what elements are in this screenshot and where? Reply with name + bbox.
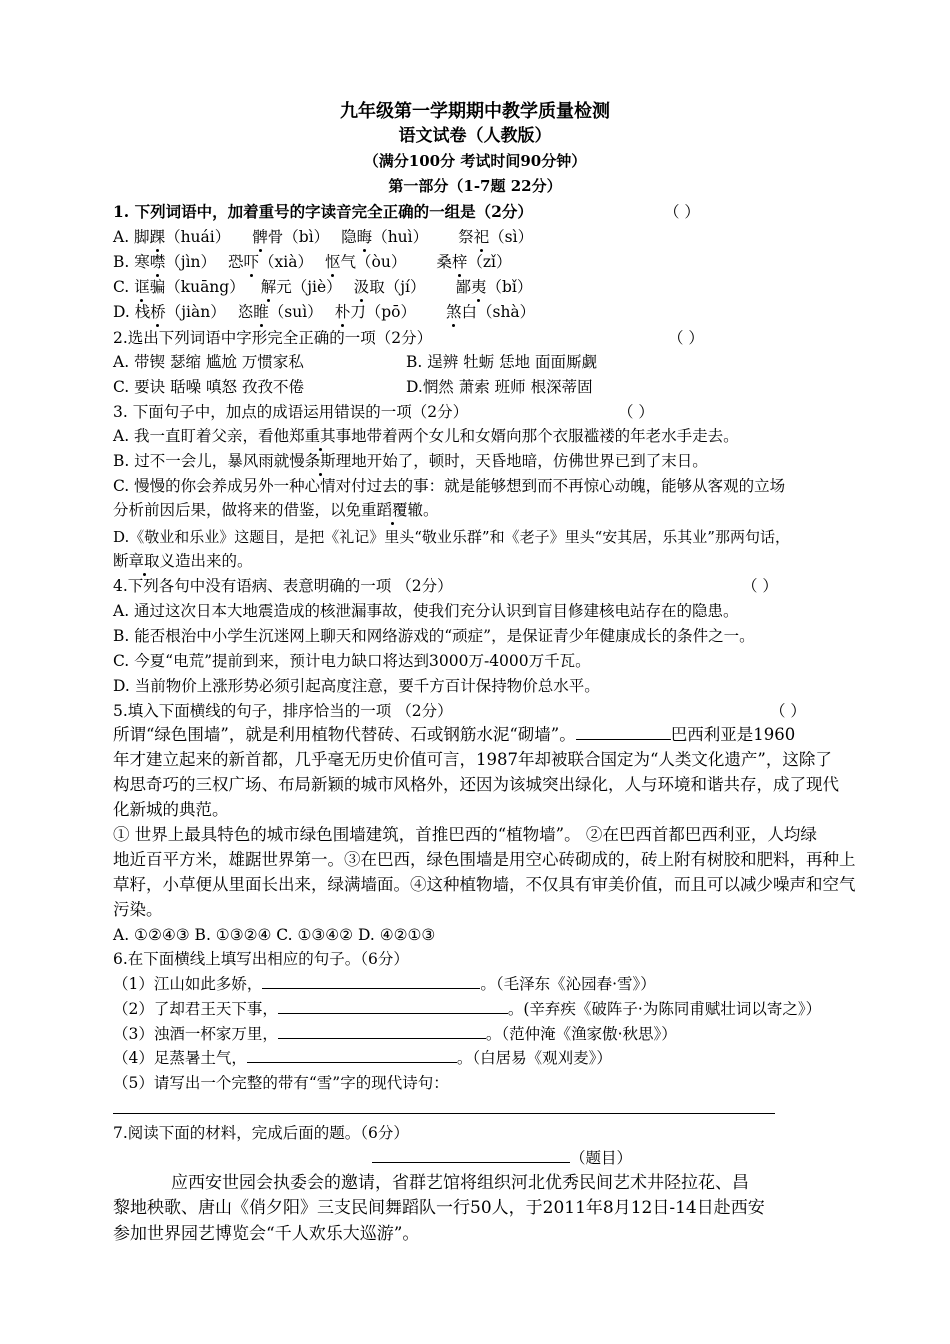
q1b-prefix: B. 寒 (113, 253, 150, 271)
q6-item-text: 。(辛弃疾《破阵子·为陈同甫赋壮词以寄之》） (507, 1000, 822, 1018)
q6-item-4 (113, 1048, 612, 1068)
q1a-dotted-char: 祀 (473, 228, 490, 246)
q5-passage-text: 所谓“绿色围墙”，就是利用植物代替砖、石或钢筋水泥“砌墙”。 (113, 725, 576, 744)
q6-item-text: 。（范仲淹《渔家傲·秋思》） (485, 1025, 677, 1043)
q1d-dotted-char: 桥 (150, 303, 166, 321)
q6-item-5: （5）请写出一个完整的带有“雪”字的现代诗句： (113, 1074, 449, 1092)
q1-option-c (113, 277, 532, 297)
q6-answer-blank[interactable] (278, 999, 508, 1014)
q1-option-d (113, 302, 535, 322)
q1-stem-text: 1. 下列词语中，加着重号的字读音完全正确的一组是（2分） (113, 202, 533, 221)
q4-answer-paren: （ ） (742, 577, 778, 595)
q1d-word: 刀（pō） (350, 303, 416, 321)
q6-item-text: 。（白居易《观刈麦》） (456, 1049, 612, 1067)
q6-item-2 (113, 999, 821, 1019)
q5-sentences-line4: 污染。 (113, 900, 163, 919)
q1c-word: 元（jiè） (276, 278, 342, 296)
q1d-dotted-char: 煞 (445, 303, 462, 321)
q1a-char: 隐 (341, 228, 357, 246)
q3-option-c-line2 (113, 500, 439, 520)
q3a-text: A. 我一直盯着父亲，看他 (113, 427, 290, 445)
q1c-char: 鄙 (455, 278, 471, 296)
q2-option-d: D.惘然 萧索 班师 根深蒂固 (406, 378, 593, 396)
exam-subtitle: 语文试卷（人教版） (398, 126, 552, 146)
q3-option-d-line1: D.《敬业和乐业》这题目，是把《礼记》里头“敬业乐群”和《老子》里头“安其居，乐其业”那两句话， (113, 528, 790, 546)
q1c-pinyin: （bǐ） (486, 278, 533, 296)
q1b-pinyin: （jìn） (165, 253, 217, 271)
q1d-dotted-char: 朴 (334, 303, 351, 321)
q4-option-b: B. 能否根治中小学生沉迷网上聊天和网络游戏的“顽症”，是保证青少年健康成长的条件之一。 (113, 627, 755, 645)
q1b-dotted-char: 梓 (451, 253, 468, 271)
q1b-word: 气（òu） (340, 253, 407, 271)
q1c-dotted-char: 夷 (470, 278, 487, 296)
q1d-word: 白（shà） (461, 303, 536, 321)
q2-option-b: B. 逞辨 牡蛎 恁地 面面厮觑 (406, 353, 598, 371)
q1b-pinyin: （zǐ） (467, 253, 512, 271)
q1b-dotted-char: 怄 (325, 253, 341, 271)
q1d-prefix: D. 栈 (113, 303, 151, 321)
q3c-text: 分析前因后果，做将来的借鉴，以免 (113, 501, 362, 519)
q1a-dotted-char: 踝 (149, 228, 166, 246)
q6-item-text: （3）浊酒一杯家万里， (113, 1025, 278, 1043)
q1b-char: 恐 (228, 253, 244, 271)
q6-item-text: （1）江山如此多娇， (113, 975, 263, 993)
q1a-dotted-char: 晦 (356, 228, 373, 246)
q1-answer-paren: （ ） (664, 203, 700, 221)
q4-stem: 4.下列各句中没有语病、表意明确的一项 （2分） (113, 577, 453, 595)
q3-stem: 3. 下面句子中，加点的成语运用错误的一项（2分） (113, 403, 469, 421)
q5-passage-text: 巴西利亚是1960 (670, 725, 796, 744)
part-title: 第一部分（1-7题 22分） (388, 177, 562, 195)
q2-option-c: C. 要诀 聒噪 嗔怒 孜孜不倦 (113, 378, 304, 396)
q1-stem (113, 202, 533, 222)
q4-option-d: D. 当前物价上涨形势必须引起高度注意，要千方百计保持物价总水平。 (113, 677, 600, 695)
q6-answer-blank[interactable] (278, 1024, 486, 1039)
q7-title-blank[interactable] (372, 1148, 570, 1163)
q1d-pinyin: （suì） (268, 303, 323, 321)
q3-option-d-line2 (113, 551, 253, 571)
q1-option-a (113, 227, 533, 247)
q1c-prefix: C. (113, 278, 135, 296)
q3-answer-paren: （ ） (618, 403, 654, 421)
q6-answer-blank[interactable] (262, 974, 480, 989)
q3a-text: 地带着两个女儿和女婿向那个衣服褴褛的年老水手走去。 (351, 427, 739, 445)
q1b-pinyin: （xià） (259, 253, 313, 271)
q5-sentences-line3: 草籽，小草便从里面长出来，绿满墙面。④这种植物墙，不仅具有审美价值，而且可以减少噪声和空气 (113, 875, 856, 894)
q2-option-a: A. 带锲 瑟缩 尴尬 万惯家私 (113, 353, 304, 371)
q1a-pinyin: （sì） (489, 228, 534, 246)
q1c-word: 骗（kuāng） (149, 278, 245, 296)
q3-option-c-line1: C. 慢慢的你会养成另外一种心情对付过去的事：就是能够想到而不再惊心动魄，能够从客观的立场 (113, 477, 786, 495)
q7-material-line3: 参加世界园艺博览会“千人欢乐大巡游”。 (113, 1224, 420, 1244)
q6-stem: 6.在下面横线上填写出相应的句子。（6分） (113, 950, 409, 968)
q3-option-a (113, 426, 739, 446)
q7-title-line (372, 1148, 632, 1168)
q6-item-3 (113, 1024, 677, 1044)
q3b-text: B. 过不一会儿，暴风雨就 (113, 452, 290, 470)
q3a-idiom: 郑重其事 (289, 427, 352, 445)
q5-passage-line4: 化新城的典范。 (113, 800, 229, 819)
q4-option-a: A. 通过这次日本大地震造成的核泄漏事故，使我们充分认识到盲目修建核电站存在的隐患。 (113, 602, 739, 620)
q3c-text: 。 (423, 501, 439, 519)
exam-title: 九年级第一学期期中教学质量检测 (340, 101, 610, 122)
q7-stem: 7.阅读下面的材料，完成后面的题。（6分） (113, 1124, 409, 1142)
q5-sentences-line1: ① 世界上最具特色的城市绿色围墙建筑，首推巴西的“植物墙”。 ②在巴西首都巴西利亚，人均绿 (113, 825, 817, 844)
q5-sentences-line2: 地近百平方米，雄踞世界第一。③在巴西，绿色围墙是用空心砖砌成的，砖上附有树胶和肥料，再种上 (113, 850, 856, 869)
q1c-dotted-char: 汲 (353, 278, 370, 296)
q5-options: A. ①②④③ B. ①③②④ C. ①③④② D. ④②①③ (113, 926, 436, 944)
q5-stem: 5.填入下面横线的句子，排序恰当的一项 （2分） (113, 702, 453, 720)
q7-title-label: （题目） (570, 1149, 633, 1167)
exam-info: （满分100分 考试时间90分钟） (363, 152, 587, 170)
q1b-dotted-char: 吓 (243, 253, 260, 271)
q5-passage-line1 (113, 725, 795, 745)
q6-answer-line[interactable] (113, 1113, 775, 1114)
q1a-pinyin: （huì） (372, 228, 429, 246)
q6-item-text: 。（毛泽东《沁园春·雪》） (480, 975, 656, 993)
q1c-dotted-char: 诓 (134, 278, 150, 296)
q3b-idiom: 慢条斯理 (289, 452, 352, 470)
q5-passage-line3: 构思奇巧的三权广场、布局新颖的城市风格外，还因为该城突出绿化，人与环境和谐共存，成了现代 (113, 775, 839, 794)
q6-item-1 (113, 974, 656, 994)
q4-option-c: C. 今夏“电荒”提前到来，预计电力缺口将达到3000万-4000万千瓦。 (113, 652, 591, 670)
q1-option-b (113, 252, 512, 272)
q1a-dotted-char: 髀 (252, 228, 268, 246)
q6-item-text: （4）足蒸暑土气， (113, 1049, 247, 1067)
q7-material-line2: 黎地秧歌、唐山《俏夕阳》三支民间舞蹈队一行50人，于2011年8月12日-14日赴西安 (113, 1198, 765, 1218)
q1b-char: 桑 (436, 253, 452, 271)
q1d-dotted-char: 睢 (253, 303, 269, 321)
q1a-word: 骨（bì） (267, 228, 330, 246)
q6-item-text: （2）了却君王天下事， (113, 1000, 278, 1018)
q5-answer-paren: （ ） (770, 702, 806, 720)
q1b-dotted-char: 噤 (149, 253, 166, 271)
q3c-idiom: 重蹈覆辙 (361, 501, 424, 519)
q5-passage-line2: 年才建立起来的新首都，几乎毫无历史价值可言，1987年却被联合国定为“人类文化遗产”，这除了 (113, 750, 832, 769)
q2-stem: 2.选出下列词语中字形完全正确的一项（2分） (113, 329, 433, 347)
q3b-text: 地开始了，顿时，天昏地暗，仿佛世界已到了末日。 (351, 452, 708, 470)
q3-option-b (113, 451, 708, 471)
q1a-prefix: A. 脚 (113, 228, 150, 246)
q1a-char: 祭 (458, 228, 474, 246)
q5-blank (576, 725, 671, 740)
q1c-dotted-char: 解 (260, 278, 277, 296)
q1d-char: 恣 (237, 303, 254, 321)
q1c-word: 取（jí） (369, 278, 426, 296)
q3d-text: 造出来的。 (175, 552, 253, 570)
q2-answer-paren: （ ） (668, 329, 704, 347)
q1d-pinyin: （jiàn） (165, 303, 226, 321)
q3d-idiom: 断章取义 (113, 552, 176, 570)
q7-material-line1: 应西安世园会执委会的邀请，省群艺馆将组织河北优秀民间艺术井陉拉花、昌 (171, 1173, 749, 1193)
q6-answer-blank[interactable] (247, 1048, 457, 1063)
q1a-pinyin: （huái） (165, 228, 231, 246)
